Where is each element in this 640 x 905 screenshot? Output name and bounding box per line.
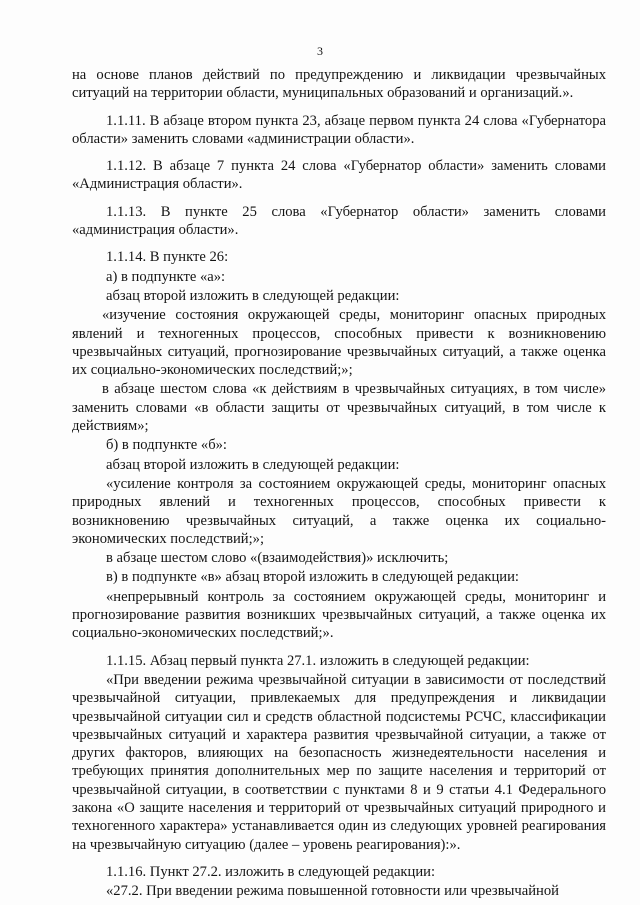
paragraph-1-1-16-quote: «27.2. При введении режима повышенной готовности или чрезвычайной [106, 883, 559, 900]
paragraph-1-1-13: 1.1.13. В пункте 25 слова «Губернатор области» заменить словами «администрация области». [72, 203, 606, 239]
paragraph-1-1-15: 1.1.15. Абзац первый пункта 27.1. изложить в следующей редакции: [106, 652, 530, 669]
page-number: 3 [317, 44, 323, 58]
document-body [72, 66, 606, 900]
paragraph-continuation: на основе планов действий по предупреждению и ликвидации чрезвычайных ситуаций на территории области, муниципальных образований и организаций.». [72, 67, 606, 102]
subparagraph-a-instruction: абзац второй изложить в следующей редакции: [106, 287, 400, 304]
subparagraph-a-quote: «изучение состояния окружающей среды, мониторинг опасных природных явлений и техногенных процессов, способных привести к возникновению чрезвычайных ситуаций, прогнозирование чрезвычайных ситуаций, а также оценка их социально-экономических последствий;»; [72, 307, 606, 379]
paragraph-1-1-12: 1.1.12. В абзаце 7 пункта 24 слова «Губернатор области» заменить словами «Администрация области». [72, 158, 606, 193]
subparagraph-v: в) в подпункте «в» абзац второй изложить в следующей редакции: [106, 569, 519, 586]
paragraph-1-1-16: 1.1.16. Пункт 27.2. изложить в следующей редакции: [106, 863, 435, 880]
paragraph-1-1-11: 1.1.11. В абзаце втором пункта 23, абзаце первом пункта 24 слова «Губернатора области» заменить словами «администрации области». [72, 112, 606, 147]
subparagraph-v-quote: «непрерывный контроль за состоянием окружающей среды, мониторинг и прогнозирование развития возникших чрезвычайных ситуаций, а также оценка их социально-экономических последствий;». [72, 588, 606, 642]
subparagraph-a: а) в подпункте «а»: [106, 268, 226, 285]
paragraph-1-1-14: 1.1.14. В пункте 26: [106, 249, 229, 266]
subparagraph-b-instruction: абзац второй изложить в следующей редакции: [106, 456, 400, 473]
subparagraph-b-quote: «усиление контроля за состоянием окружающей среды, мониторинг опасных природных явлений и техногенных процессов, способных привести к возникновению чрезвычайных ситуаций, а также оценка их социально-экономических последствий;»; [72, 475, 606, 547]
subparagraph-b: б) в подпункте «б»: [106, 437, 227, 454]
subparagraph-b-sixth: в абзаце шестом слово «(взаимодействия)» исключить; [106, 550, 449, 567]
subparagraph-a-sixth: в абзаце шестом слова «к действиям в чрезвычайных ситуациях, в том числе» заменить словами «в области защиты от чрезвычайных ситуаций, в том числе к действиям»; [72, 381, 606, 435]
paragraph-1-1-15-quote: «При введении режима чрезвычайной ситуации в зависимости от последствий чрезвычайной ситуации, привлекаемых для предупреждения и ликвидации чрезвычайной ситуации сил и средств областной подсистемы РСЧС, классификации чрезвычайных ситуаций и характера развития чрезвычайной ситуации, а также от других факторов, влияющих на безопасность жизнедеятельности населения и требующих принятия дополнительных мер по защите населения и территорий от чрезвычайной ситуации, в соответствии с пунктами 8 и 9 статьи 4.1 Федерального закона «О защите населения и территорий от чрезвычайных ситуаций природного и техногенного характера» устанавливается один из следующих уровней реагирования на чрезвычайную ситуацию (далее – уровень реагирования):». [72, 671, 606, 853]
